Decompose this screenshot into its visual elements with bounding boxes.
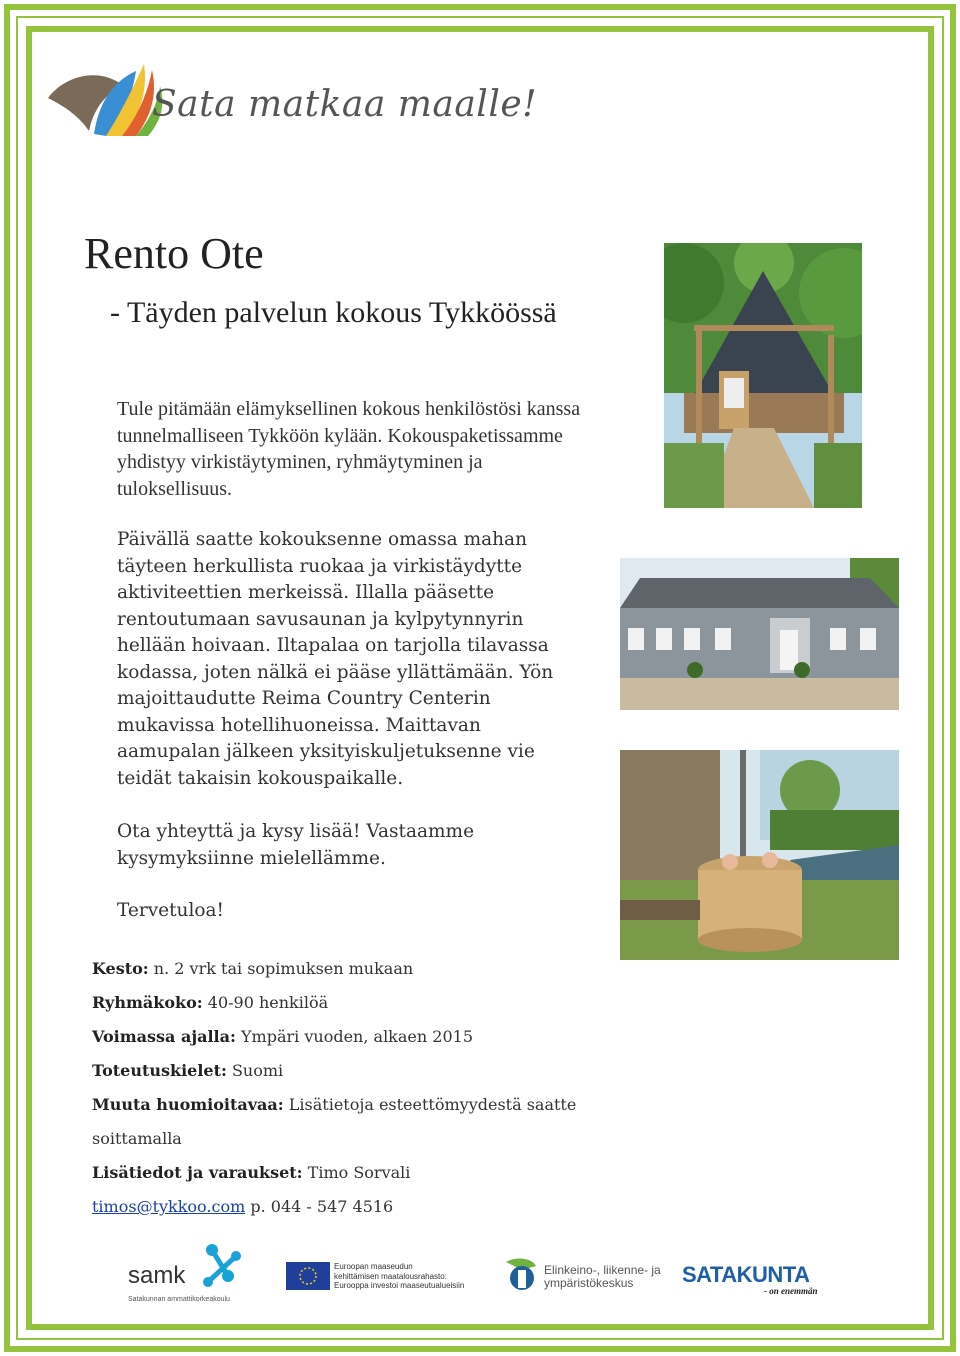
- kota-hut-photo: [664, 243, 862, 508]
- ely-line-1: Elinkeino-, liikenne- ja: [544, 1263, 661, 1277]
- contact-paragraph: Ota yhteyttä ja kysy lisää! Vastaamme kysymyksiinne mielellämme.: [117, 821, 475, 869]
- contact-value: Timo Sorvali: [302, 1163, 411, 1182]
- validity-value: Ympäri vuoden, alkaen 2015: [235, 1027, 473, 1046]
- languages-line: [92, 1061, 612, 1080]
- program-paragraph: Päivällä saatte kokouksenne omassa mahan täyteen herkullista ruokaa ja virkistäydytte aktiviteettien merkeissä. Illalla pääsette rentoutumaan savusaunan ja kylpytynnyrin hellään hoivaan. Iltapalaa on tarjolla tilavassa kodassa, joten nälkä ei pääse yllättämään. Yön majoittaudutte Reima Country Centerin mukavissa hotellihuoneissa. Maittavan aamupalan jälkeen yksityiskuljetuksenne vie teidät takaisin kokouspaikalle.: [117, 529, 554, 789]
- satakunta-tagline: - on enemmän: [764, 1286, 818, 1296]
- validity-line: [92, 1027, 612, 1046]
- eu-line-2: kehittämisen maatalousrahasto:: [334, 1271, 447, 1281]
- phone-number: p. 044 - 547 4516: [245, 1197, 394, 1216]
- languages-label: Toteutuskielet:: [92, 1061, 227, 1080]
- page-subtitle: - Täyden palvelun kokous Tykköössä: [110, 296, 557, 329]
- samk-logo: [128, 1242, 258, 1308]
- email-line: [92, 1197, 612, 1216]
- group-size-value: 40-90 henkilöä: [202, 993, 329, 1012]
- hot-tub-photo: [620, 750, 899, 960]
- email-link[interactable]: timos@tykkoo.com: [92, 1197, 246, 1216]
- notes-label: Muuta huomioitavaa:: [92, 1095, 284, 1114]
- welcome-paragraph: Tervetuloa!: [117, 900, 224, 921]
- ely-emblem-icon: [502, 1256, 540, 1294]
- notes-line-2: soittamalla: [92, 1129, 182, 1148]
- satakunta-name: SATAKUNTA: [682, 1262, 810, 1287]
- validity-label: Voimassa ajalla:: [92, 1027, 236, 1046]
- country-center-photo: [620, 558, 899, 710]
- page-title: Rento Ote: [84, 229, 264, 278]
- languages-value: Suomi: [226, 1061, 284, 1080]
- eu-flag-icon: [286, 1262, 330, 1290]
- eu-line-1: Euroopan maaseudun: [334, 1262, 413, 1271]
- intro-paragraph: Tule pitämään elämyksellinen kokous henkilöstösi kanssa tunnelmalliseen Tykköön kylään. Kokouspaketissamme yhdistyy virkistäytyminen, ryhmäytyminen ja tuloksellisuus.: [117, 398, 581, 500]
- ely-logo: [502, 1256, 662, 1296]
- contact-line: [92, 1163, 612, 1182]
- eu-line-3: Eurooppa investoi maaseutualueisiin: [334, 1281, 465, 1290]
- duration-line: [92, 959, 612, 978]
- contact-label: Lisätiedot ja varaukset:: [92, 1163, 303, 1182]
- slogan-text: Sata matkaa maalle!: [152, 84, 538, 125]
- group-size-line: [92, 993, 612, 1012]
- duration-label: Kesto:: [92, 959, 149, 978]
- samk-name: samk: [128, 1262, 186, 1289]
- eu-logo: [286, 1262, 466, 1292]
- group-size-label: Ryhmäkoko:: [92, 993, 203, 1012]
- duration-value: n. 2 vrk tai sopimuksen mukaan: [148, 959, 414, 978]
- satakunta-logo: [682, 1262, 832, 1302]
- samk-subtitle: Satakunnan ammattikorkeakoulu: [128, 1296, 230, 1303]
- notes-line: [92, 1095, 612, 1114]
- notes-value: Lisätietoja esteettömyydestä saatte: [283, 1095, 577, 1114]
- ely-line-2: ympäristökeskus: [544, 1276, 634, 1290]
